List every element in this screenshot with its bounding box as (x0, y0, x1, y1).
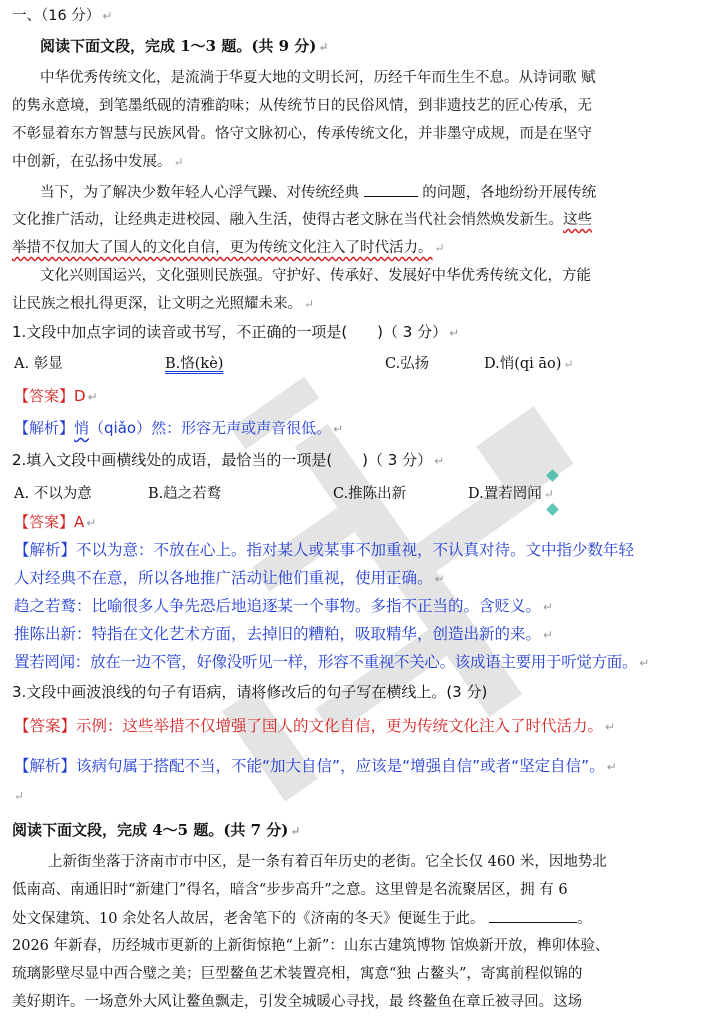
q1-option-b: B.恪(kè) (165, 356, 224, 372)
passage2-line-1: 上新街坐落于济南市市中区，是一条有着百年历史的老街。它全长仅 460 米，因地势北 (48, 854, 607, 870)
q1-option-d: D.悄(qi āo) ↵ (484, 356, 574, 372)
passage2-line-3: 处文保建筑、10 余处名人故居，老舍笔下的《济南的冬天》便诞生于此。 。 (12, 908, 592, 929)
q1-option-a: A. 彰显 (14, 356, 63, 372)
q1-analysis: 【解析】悄（qiǎo）然：形容无声或声音很低。 ↵ (14, 419, 344, 437)
q1-answer: 【答案】D ↵ (14, 387, 98, 405)
passage1-line-9: 让民族之根扎得更深，让文明之光照耀未来。 ↵ (12, 296, 315, 312)
q2-analysis-line-2: 人对经典不在意，所以各地推广活动让他们重视，使用正确。 ↵ (14, 569, 445, 587)
passage1-line-4: 中创新，在弘扬中发展。 ↵ (12, 154, 184, 170)
passage1-line-1: 中华优秀传统文化，是流淌于华夏大地的文明长河，历经千年而生生不息。从诗词歌 赋 (40, 70, 596, 86)
passage1-line-7: 举措不仅加大了国人的文化自信，更为传统文化注入了时代活力。 ↵ (12, 240, 445, 256)
q2-option-a: A. 不以为意 (14, 486, 92, 502)
passage1-line-2: 的隽永意境，到笔墨纸砚的清雅韵味；从传统节日的民俗风情，到非遗技艺的匠心传承，无 (12, 98, 592, 114)
q2-option-c: C.推陈出新 (333, 486, 407, 502)
anchor-marker-top (546, 469, 559, 482)
q3-answer: 【答案】示例：这些举措不仅增强了国人的文化自信，更为传统文化注入了时代活力。 ↵ (14, 717, 616, 735)
passage1-line-3: 不彰显着东方智慧与民族风骨。恪守文脉初心，传承传统文化，并非墨守成规，而是在坚守 (12, 126, 592, 142)
q3-question: 3.文段中画波浪线的句子有语病，请将修改后的句子写在横线上。(3 分) (12, 683, 488, 701)
passage2-line-5: 琉璃影壁尽显中西合璧之美；巨型鳌鱼艺术装置亮相，寓意“独 占鳌头”，寄寓前程似锦的 (12, 966, 583, 982)
passage1-line-5: 当下，为了解决少数年轻人心浮气躁、对传统经典 的问题，各地纷纷开展传统 (40, 182, 596, 203)
q3-analysis: 【解析】该病句属于搭配不当，不能“加大自信”，应该是“增强自信”或者“坚定自信”。 ↵ (14, 757, 617, 775)
passage2-line-2: 低南高、南通旧时“新建门”得名，暗含“步步高升”之意。这里曾是名流聚居区，拥 有 6 (12, 882, 568, 898)
q2-option-b: B.趋之若鹜 (148, 486, 222, 502)
passage2-heading: 阅读下面文段，完成 4～5 题。(共 7 分) ↵ (12, 821, 301, 839)
q2-analysis-line-4: 推陈出新：特指在文化艺术方面，去掉旧的糟粕，吸取精华，创造出新的来。 ↵ (14, 625, 554, 643)
empty-paragraph: ↵ (14, 789, 25, 803)
fill-blank-line-2 (489, 908, 577, 923)
passage2-line-6: 美好期许。一场意外大风让鳌鱼飘走，引发全城暖心寻找，最 终鳌鱼在章丘被寻回。这场 (12, 994, 583, 1010)
q1-question: 1.文段中加点字词的读音或书写，不正确的一项是( )（ 3 分） ↵ (12, 323, 460, 341)
q1-option-c: C.弘扬 (385, 356, 430, 372)
q2-question: 2.填入文段中画横线处的成语，最恰当的一项是( )（ 3 分） ↵ (12, 451, 445, 469)
q2-analysis-line-5: 置若罔闻：放在一边不管，好像没听见一样，形容不重视不关心。该成语主要用于听觉方面。 ↵ (14, 653, 649, 671)
passage1-line-6: 文化推广活动，让经典走进校园、融入生活，使得古老文脉在当代社会悄然焕发新生。这些 (12, 212, 592, 228)
q2-analysis-line-1: 【解析】不以为意：不放在心上。指对某人或某事不加重视，不认真对待。文中指少数年轻 (14, 541, 635, 559)
section-header: 一、（16 分） ↵ (12, 8, 113, 24)
fill-blank-line (364, 182, 418, 197)
passage2-line-4: 2026 年新春，历经城市更新的上新街惊艳“上新”：山东古建筑博物 馆焕新开放，榫卯体验、 (12, 938, 610, 954)
passage1-heading: 阅读下面文段，完成 1～3 题。(共 9 分) ↵ (40, 37, 329, 55)
q2-option-d: D.置若罔闻 ↵ (468, 486, 554, 502)
q2-answer: 【答案】A ↵ (14, 513, 97, 531)
passage1-line-8: 文化兴则国运兴，文化强则民族强。守护好、传承好、发展好中华优秀传统文化，方能 (40, 268, 591, 284)
anchor-marker-bottom (546, 503, 559, 516)
q2-analysis-line-3: 趋之若鹜：比喻很多人争先恐后地追逐某一个事物。多指不正当的。含贬义。 ↵ (14, 597, 554, 615)
